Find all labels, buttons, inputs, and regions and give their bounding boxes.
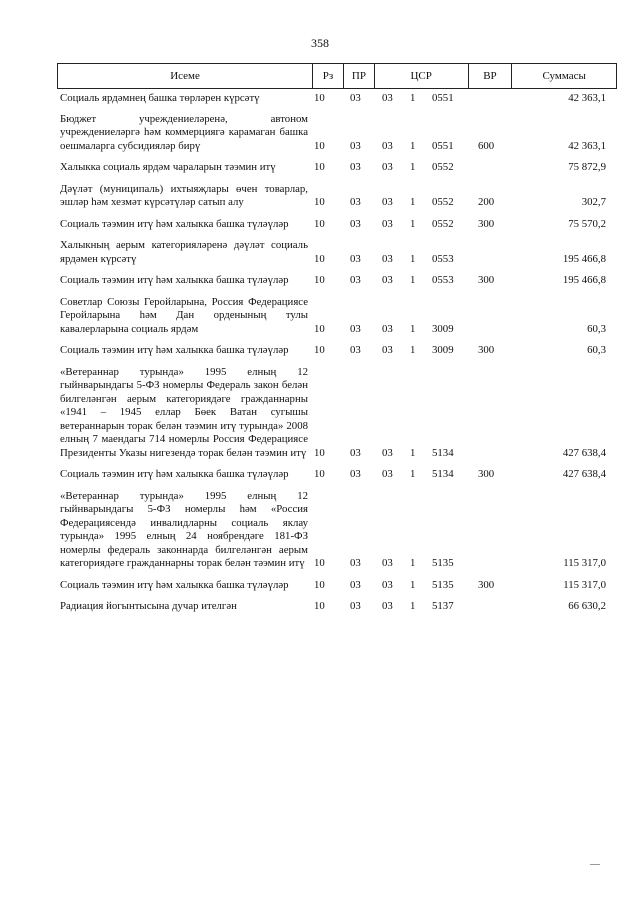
row-vr: 300	[478, 217, 495, 230]
row-sum: 115 317,0	[563, 557, 606, 569]
row-rz: 10	[314, 252, 325, 265]
table-row	[60, 366, 606, 461]
row-csr-b: 1	[410, 274, 416, 286]
row-csr-b: 1	[410, 578, 416, 591]
row-pr: 03	[350, 344, 361, 356]
row-csr-c: 0551	[432, 92, 454, 104]
row-pr: 03	[350, 139, 361, 152]
table-row	[60, 183, 606, 210]
row-name: Социаль ярдәмнең башка төрләрен күрсәтү	[60, 92, 260, 104]
row-vr: 300	[478, 344, 495, 356]
row-csr-c: 5134	[432, 468, 454, 480]
table-row	[60, 600, 606, 614]
page-number: 358	[311, 36, 329, 50]
header-rz: Рз	[313, 64, 344, 88]
table-row	[60, 579, 606, 593]
table-row	[60, 490, 606, 571]
row-rz: 10	[314, 196, 325, 208]
row-name: «Ветераннар турында» 1995 елның 12 гыйнварындагы 5-ФЗ номерлы һәм «Россия Федерациясендә инвалидларны социаль яклау турында» 1995 елның 24 ноябрендәге 181-ФЗ номерлы федераль законнарда билгеләнгән аерым категориядәге гражданнарны торак белән тәэмин итү	[60, 489, 308, 569]
row-csr-a: 03	[382, 322, 393, 335]
row-name: Халыкка социаль ярдәм чараларын тәэмин итү	[60, 161, 276, 173]
table-row	[60, 344, 606, 358]
row-sum: 302,7	[581, 196, 606, 208]
row-csr-a: 03	[382, 468, 393, 480]
row-sum: 75 570,2	[568, 217, 606, 230]
table-row	[60, 161, 606, 175]
row-rz: 10	[314, 446, 325, 459]
row-csr-c: 5135	[432, 557, 454, 569]
table-row	[60, 274, 606, 288]
row-csr-b: 1	[410, 446, 416, 459]
row-csr-a: 03	[382, 196, 393, 208]
row-sum: 42 363,1	[568, 139, 606, 152]
row-csr-a: 03	[382, 217, 393, 230]
row-name: Радиация йогынтысына дучар ителгән	[60, 600, 237, 612]
row-name: Дәүләт (муниципаль) ихтыяҗлары өчен товарлар, эшләр һәм хезмәт күрсәтүләр сатып алу	[60, 182, 308, 208]
row-name: «Ветераннар турында» 1995 елның 12 гыйнварындагы 5-ФЗ номерлы Федераль закон белән билгеләнгән аерым категориядәге гражданнарны «1941 – 1945 еллар Бөек Ватан сугышы ветераннарын торак белән тәэмин итү турында» 2008 елның 7 маендагы 714 номерлы Россия Федерациясе Президенты Указы нигезендә торак белән тәэмин итү	[60, 365, 308, 459]
row-csr-b: 1	[410, 600, 416, 612]
row-csr-a: 03	[382, 578, 393, 591]
row-sum: 75 872,9	[568, 161, 606, 173]
row-sum: 60,3	[587, 322, 606, 335]
row-csr-a: 03	[382, 446, 393, 459]
row-csr-c: 5137	[432, 600, 454, 612]
row-rz: 10	[314, 322, 325, 335]
row-pr: 03	[350, 322, 361, 335]
row-rz: 10	[314, 578, 325, 591]
row-rz: 10	[314, 468, 325, 480]
row-pr: 03	[350, 252, 361, 265]
row-csr-a: 03	[382, 161, 393, 173]
row-csr-b: 1	[410, 196, 416, 208]
header-name: Исеме	[58, 64, 313, 88]
row-csr-c: 5134	[432, 446, 454, 459]
table-row	[60, 92, 606, 106]
row-csr-a: 03	[382, 557, 393, 569]
row-csr-b: 1	[410, 252, 416, 265]
row-csr-a: 03	[382, 252, 393, 265]
row-csr-c: 0552	[432, 161, 454, 173]
row-csr-b: 1	[410, 92, 416, 104]
row-csr-c: 0552	[432, 196, 454, 208]
row-csr-a: 03	[382, 274, 393, 286]
row-name: Бюджет учреждениеләренә, автоном учреждениеләргә һәм коммерциягә карамаган башка оешмаларга субсидияләр бирү	[60, 112, 308, 152]
row-name: Социаль тәэмин итү һәм халыкка башка түләүләр	[60, 344, 289, 356]
table-row	[60, 113, 606, 154]
table-row	[60, 239, 606, 266]
row-vr: 300	[478, 274, 495, 286]
row-csr-b: 1	[410, 468, 416, 480]
row-csr-a: 03	[382, 344, 393, 356]
row-pr: 03	[350, 92, 361, 104]
row-vr: 300	[478, 578, 495, 591]
row-rz: 10	[314, 92, 325, 104]
row-sum: 66 630,2	[568, 600, 606, 612]
row-pr: 03	[350, 161, 361, 173]
row-csr-a: 03	[382, 92, 393, 104]
row-csr-c: 0551	[432, 139, 454, 152]
row-name: Социаль тәэмин итү һәм халыкка башка түләүләр	[60, 578, 289, 591]
row-sum: 427 638,4	[562, 468, 606, 480]
row-vr: 200	[478, 196, 495, 208]
row-rz: 10	[314, 161, 325, 173]
header-pr: ПР	[344, 64, 375, 88]
row-csr-b: 1	[410, 139, 416, 152]
row-pr: 03	[350, 578, 361, 591]
row-csr-b: 1	[410, 557, 416, 569]
row-rz: 10	[314, 274, 325, 286]
row-sum: 42 363,1	[568, 92, 606, 104]
row-pr: 03	[350, 557, 361, 569]
row-sum: 115 317,0	[563, 578, 606, 591]
row-rz: 10	[314, 217, 325, 230]
header-csr: ЦСР	[375, 64, 469, 88]
row-sum: 195 466,8	[562, 274, 606, 286]
row-pr: 03	[350, 196, 361, 208]
row-pr: 03	[350, 446, 361, 459]
scan-mark	[590, 864, 600, 865]
row-vr: 600	[478, 139, 495, 152]
row-name: Советлар Союзы Геройларына, Россия Федерациясе Геройларына һәм Дан орденының тулы кавалерларына социаль ярдәм	[60, 295, 308, 335]
row-pr: 03	[350, 468, 361, 480]
row-rz: 10	[314, 557, 325, 569]
row-csr-a: 03	[382, 139, 393, 152]
row-pr: 03	[350, 600, 361, 612]
row-csr-b: 1	[410, 322, 416, 335]
header-vr: ВР	[469, 64, 513, 88]
row-rz: 10	[314, 344, 325, 356]
row-pr: 03	[350, 217, 361, 230]
table-row	[60, 296, 606, 337]
row-csr-b: 1	[410, 217, 416, 230]
row-csr-b: 1	[410, 344, 416, 356]
row-rz: 10	[314, 600, 325, 612]
table-row	[60, 468, 606, 482]
table-body	[60, 92, 606, 614]
row-csr-c: 3009	[432, 344, 454, 356]
row-csr-c: 0553	[432, 252, 454, 265]
row-name: Социаль тәэмин итү һәм халыкка башка түләүләр	[60, 274, 289, 286]
row-csr-c: 3009	[432, 322, 454, 335]
table-header	[57, 63, 617, 89]
row-csr-c: 5135	[432, 578, 454, 591]
row-csr-b: 1	[410, 161, 416, 173]
row-pr: 03	[350, 274, 361, 286]
row-name: Социаль тәэмин итү һәм халыкка башка түләүләр	[60, 217, 289, 230]
row-csr-c: 0552	[432, 217, 454, 230]
header-sum: Суммасы	[542, 70, 586, 82]
row-csr-a: 03	[382, 600, 393, 612]
row-sum: 427 638,4	[562, 446, 606, 459]
row-vr: 300	[478, 468, 495, 480]
row-csr-c: 0553	[432, 274, 454, 286]
row-sum: 195 466,8	[562, 252, 606, 265]
row-name: Халыкның аерым категорияләренә дәүләт социаль ярдәмен күрсәтү	[60, 239, 308, 265]
row-sum: 60,3	[587, 344, 606, 356]
row-rz: 10	[314, 139, 325, 152]
row-name: Социаль тәэмин итү һәм халыкка башка түләүләр	[60, 468, 289, 480]
table-row	[60, 218, 606, 232]
